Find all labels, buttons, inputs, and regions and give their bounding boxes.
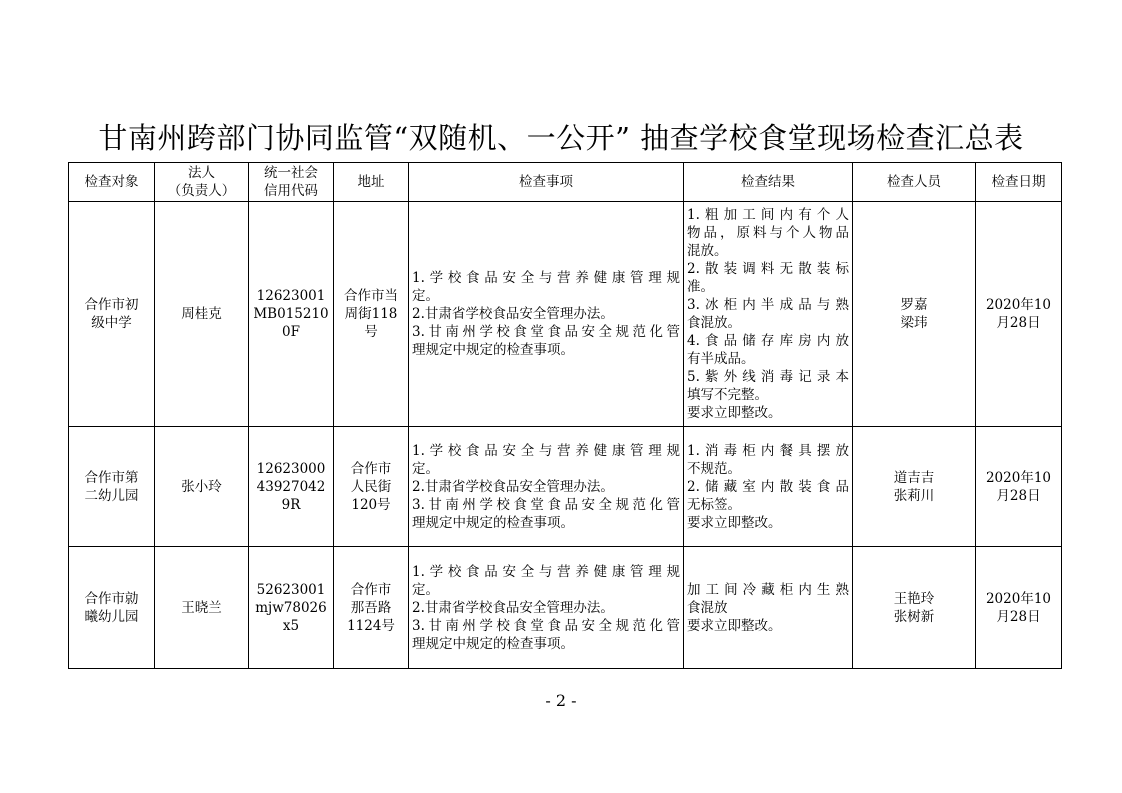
header-target: 检查对象 bbox=[69, 163, 155, 202]
cell-results: 1.消毒柜内餐具摆放 不规范。 2.储藏室内散装食品 无标签。 要求立即整改。 bbox=[684, 427, 853, 547]
table-row bbox=[69, 427, 1062, 547]
cell-target: 合作市初 级中学 bbox=[69, 202, 155, 427]
header-items: 检查事项 bbox=[409, 163, 684, 202]
cell-address: 合作市 人民街 120号 bbox=[334, 427, 409, 547]
cell-date: 2020年10 月28日 bbox=[976, 547, 1062, 669]
header-address: 地址 bbox=[334, 163, 409, 202]
cell-results: 1.粗加工间内有个人 物品，原料与个人物品 混放。 2.散装调料无散装标 准。 3.冰柜内半成品与熟 食混放。 4.食品储存库房内放 有半成品。 5.紫外线消毒记录本 填写不完整。 要求立即整改。 bbox=[684, 202, 853, 427]
cell-legal-person: 周桂克 bbox=[155, 202, 249, 427]
inspection-summary-table bbox=[68, 162, 1062, 669]
table-header-row bbox=[69, 163, 1062, 202]
cell-legal-person: 张小玲 bbox=[155, 427, 249, 547]
document-title: 甘南州跨部门协同监管“双随机、一公开” 抽查学校食堂现场检查汇总表 bbox=[98, 121, 1024, 155]
cell-credit-code: 12623000 43927042 9R bbox=[249, 427, 334, 547]
cell-inspectors: 道吉吉 张莉川 bbox=[853, 427, 976, 547]
cell-credit-code: 12623001 MB015210 0F bbox=[249, 202, 334, 427]
header-credit-code: 统一社会 信用代码 bbox=[249, 163, 334, 202]
cell-items: 1.学校食品安全与营养健康管理规 定。 2.甘肃省学校食品安全管理办法。 3.甘南州学校食堂食品安全规范化管 理规定中规定的检查事项。 bbox=[409, 547, 684, 669]
cell-items: 1.学校食品安全与营养健康管理规 定。 2.甘肃省学校食品安全管理办法。 3.甘南州学校食堂食品安全规范化管 理规定中规定的检查事项。 bbox=[409, 202, 684, 427]
cell-legal-person: 王晓兰 bbox=[155, 547, 249, 669]
cell-date: 2020年10 月28日 bbox=[976, 427, 1062, 547]
page-number: - 2 - bbox=[545, 691, 577, 710]
cell-results: 加工间冷藏柜内生熟 食混放 要求立即整改。 bbox=[684, 547, 853, 669]
cell-target: 合作市勍 曦幼儿园 bbox=[69, 547, 155, 669]
header-legal-person: 法人 （负责人） bbox=[155, 163, 249, 202]
cell-address: 合作市 那吾路 1124号 bbox=[334, 547, 409, 669]
cell-inspectors: 罗嘉 梁玮 bbox=[853, 202, 976, 427]
header-results: 检查结果 bbox=[684, 163, 853, 202]
table-row bbox=[69, 202, 1062, 427]
cell-target: 合作市第 二幼儿园 bbox=[69, 427, 155, 547]
header-inspectors: 检查人员 bbox=[853, 163, 976, 202]
cell-credit-code: 52623001 mjw78026 x5 bbox=[249, 547, 334, 669]
header-date: 检查日期 bbox=[976, 163, 1062, 202]
cell-date: 2020年10 月28日 bbox=[976, 202, 1062, 427]
cell-address: 合作市当 周街118 号 bbox=[334, 202, 409, 427]
table-row bbox=[69, 547, 1062, 669]
cell-items: 1.学校食品安全与营养健康管理规 定。 2.甘肃省学校食品安全管理办法。 3.甘南州学校食堂食品安全规范化管 理规定中规定的检查事项。 bbox=[409, 427, 684, 547]
cell-inspectors: 王艳玲 张树新 bbox=[853, 547, 976, 669]
